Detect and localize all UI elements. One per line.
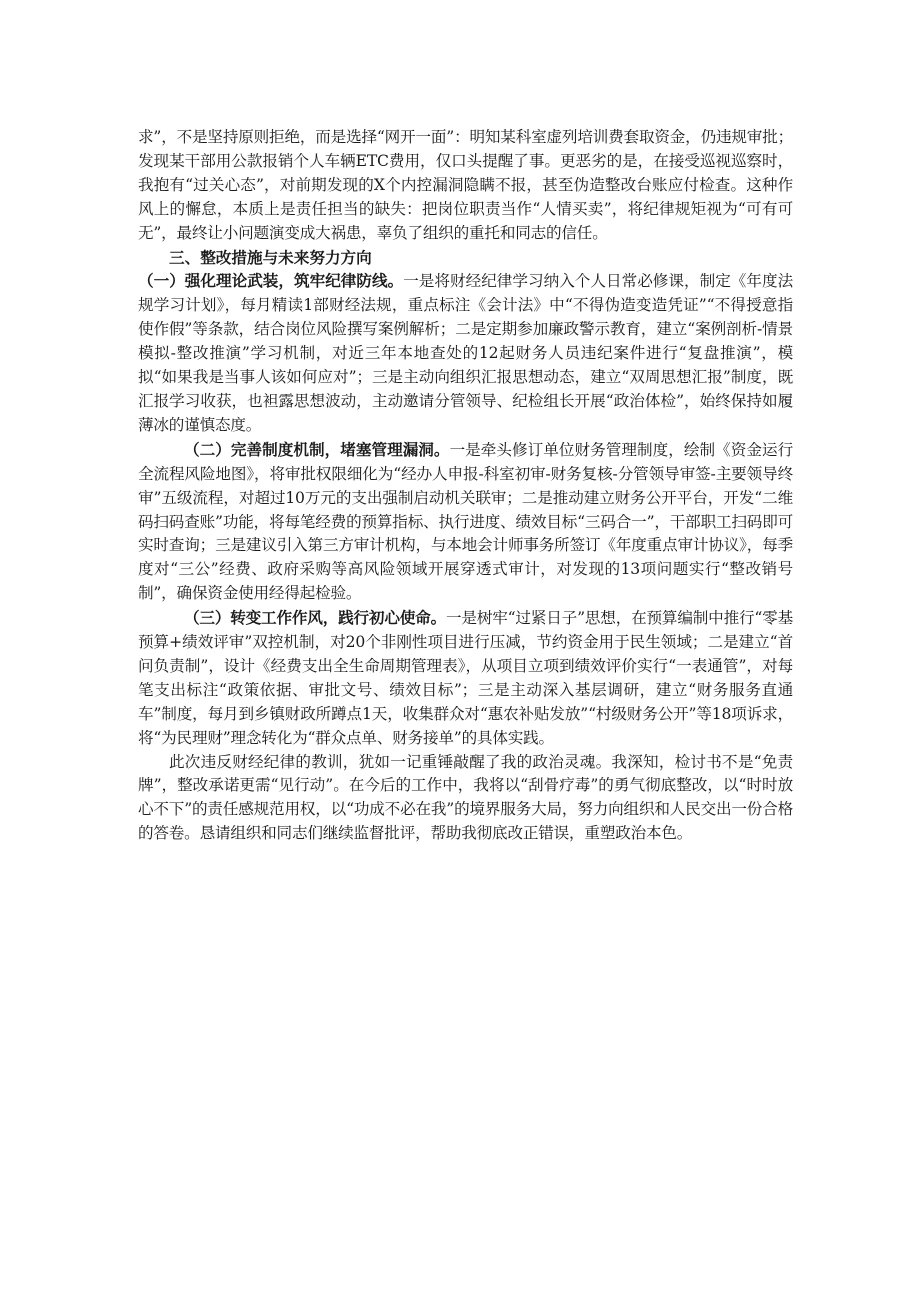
measure-body-2: 一是牵头修订单位财务管理制度，绘制《资金运行全流程风险地图》，将审批权限细化为“经办人申报-科室初审-财务复核-分管领导审签-主要领导终审”五级流程，对超过10万元的支出强制启动机关联审；二是推动建立财务公开平台，开发“二维码扫码查账”功能，将每笔经费的预算指标、执行进度、绩效目标“三码合一”，干部职工扫码即可实时查询；三是建议引入第三方审计机构，与本地会计师事务所签订《年度重点审计协议》，每季度对“三公”经费、政府采购等高风险领域开展穿透式审计，对发现的13项问题实行“整改销号制”，确保资金使用经得起检验。 [138, 440, 793, 603]
measure-lead-2: （二）完善制度机制，堵塞管理漏洞。 [184, 439, 450, 459]
measure-lead-1: （一）强化理论武装，筑牢纪律防线。 [138, 271, 404, 291]
measure-paragraph-3 [138, 606, 793, 750]
measure-body-3: 一是树牢“过紧日子”思想，在预算编制中推行“零基预算+绩效评审”双控机制，对20个非刚性项目进行压减，节约资金用于民生领域；二是建立“首问负责制”，设计《经费支出全生命周期管理表》，从项目立项到绩效评价实行“一表通管”，对每笔支出标注“政策依据、审批文号、绩效目标”；三是主动深入基层调研，建立“财务服务直通车”制度，每月到乡镇财政所蹲点1天，收集群众对“惠农补贴发放”“村级财务公开”等18项诉求，将“为民理财”理念转化为“群众点单、财务接单”的具体实践。 [138, 609, 793, 747]
measure-paragraph-2 [138, 438, 793, 606]
measure-paragraph-1 [138, 269, 793, 437]
closing-paragraph: 此次违反财经纪律的教训，犹如一记重锤敲醒了我的政治灵魂。我深知，检讨书不是“免责牌”，整改承诺更需“见行动”。在今后的工作中，我将以“刮骨疗毒”的勇气彻底整改，以“时时放心不下”的责任感规范用权，以“功成不必在我”的境界服务大局，努力向组织和人民交出一份合格的答卷。恳请组织和同志们继续监督批评，帮助我彻底改正错误，重塑政治本色。 [138, 752, 793, 843]
document-page [138, 126, 793, 846]
measure-lead-3: （三）转变工作作风，践行初心使命。 [184, 608, 446, 628]
paragraph-continuation: 求”，不是坚持原则拒绝，而是选择“网开一面”：明知某科室虚列培训费套取资金，仍违规审批；发现某干部用公款报销个人车辆ETC费用，仅口头提醒了事。更恶劣的是，在接受巡视巡察时，我抱有“过关心态”，对前期发现的X个内控漏洞隐瞒不报，甚至伪造整改台账应付检查。这种作风上的懈怠，本质上是责任担当的缺失：把岗位职责当作“人情买卖”，将纪律规矩视为“可有可无”，最终让小问题演变成大祸患，辜负了组织的重托和同志的信任。 [138, 128, 793, 242]
measure-body-1: 一是将财经纪律学习纳入个人日常必修课，制定《年度法规学习计划》，每月精读1部财经法规，重点标注《会计法》中“不得伪造变造凭证”“不得授意指使作假”等条款，结合岗位风险撰写案例解析；二是定期参加廉政警示教育，建立“案例剖析-情景模拟-整改推演”学习机制，对近三年本地查处的12起财务人员违纪案件进行“复盘推演”，模拟“如果我是当事人该如何应对”；三是主动向组织汇报思想动态，建立“双周思想汇报”制度，既汇报学习收获，也袒露思想波动，主动邀请分管领导、纪检组长开展“政治体检”，始终保持如履薄冰的谨慎态度。 [138, 272, 793, 434]
section-heading: 三、整改措施与未来努力方向 [169, 247, 372, 267]
